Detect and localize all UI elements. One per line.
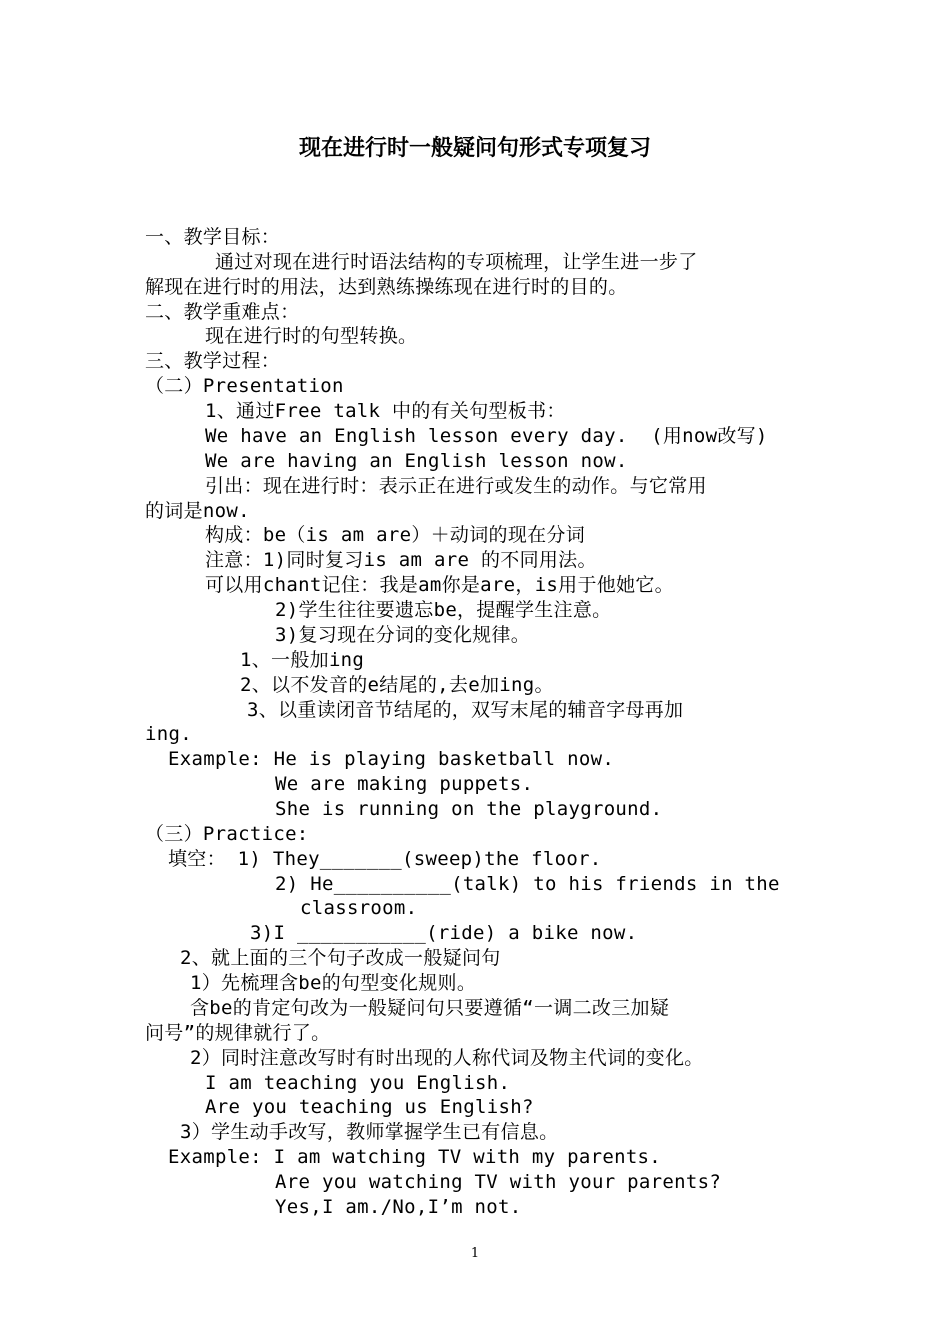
rule-item: 1、一般加ing: [240, 649, 365, 671]
body-line: 通过对现在进行时语法结构的专项梳理，让学生进一步了: [215, 251, 698, 273]
body-line: 2）同时注意改写时有时出现的人称代词及物主代词的变化。: [190, 1047, 704, 1069]
subsection-heading-practice: （三）Practice:: [145, 823, 309, 845]
exercise-line: 填空： 1) They_______(sweep)the floor.: [168, 848, 602, 870]
example-sentence: We are having an English lesson now.: [205, 450, 628, 472]
body-line: 解现在进行时的用法，达到熟练操练现在进行时的目的。: [145, 276, 628, 298]
body-line: 现在进行时的句型转换。: [205, 325, 418, 347]
body-line: 含be的肯定句改为一般疑问句只要遵循“一调二改三加疑: [190, 997, 670, 1019]
example-sentence: She is running on the playground.: [275, 798, 663, 820]
body-line: 3）学生动手改写，教师掌握学生已有信息。: [180, 1121, 559, 1143]
body-line: 可以用chant记住：我是am你是are，is用于他她它。: [205, 574, 674, 596]
example-sentence: Example: I am watching TV with my parents.: [168, 1146, 662, 1168]
example-sentence: Yes,I am./No,I’m not.: [275, 1196, 522, 1218]
body-line: 2、就上面的三个句子改成一般疑问句: [180, 947, 501, 969]
body-line: 1）先梳理含be的句型变化规则。: [190, 972, 477, 994]
body-line: 的词是now.: [145, 500, 250, 522]
body-line: 3)复习现在分词的变化规律。: [275, 624, 531, 646]
rule-item: ing.: [145, 723, 192, 745]
rule-item: 3、以重读闭音节结尾的，双写末尾的辅音字母再加: [247, 699, 684, 721]
example-sentence: Are you teaching us English?: [205, 1096, 534, 1118]
example-sentence: I am teaching you English.: [205, 1072, 511, 1094]
body-line: 2)学生往往要遗忘be，提醒学生注意。: [275, 599, 612, 621]
rule-item: 2、以不发音的e结尾的,去e加ing。: [240, 674, 554, 696]
body-line: 引出：现在进行时：表示正在进行或发生的动作。与它常用: [205, 475, 707, 497]
body-line: 构成：be（is am are）＋动词的现在分词: [205, 524, 586, 546]
page-number: 1: [470, 1246, 480, 1261]
section-heading-process: 三、教学过程：: [145, 350, 281, 372]
example-sentence: Are you watching TV with your parents?: [275, 1171, 722, 1193]
body-line: 问号”的规律就行了。: [145, 1022, 331, 1044]
exercise-line: 3)I ___________(ride) a bike now.: [250, 922, 638, 944]
section-heading-objectives: 一、教学目标：: [145, 226, 281, 248]
page-title: 现在进行时一般疑问句形式专项复习: [298, 136, 651, 161]
body-line: 注意：1)同时复习is am are 的不同用法。: [205, 549, 597, 571]
exercise-line: classroom.: [300, 897, 418, 919]
example-sentence: Example: He is playing basketball now.: [168, 748, 615, 770]
example-sentence: We have an English lesson every day. (用now改写): [205, 425, 768, 447]
section-heading-key-points: 二、教学重难点：: [145, 301, 300, 323]
subsection-heading-presentation: （二）Presentation: [145, 375, 344, 397]
body-line: 1、通过Free talk 中的有关句型板书：: [205, 400, 566, 422]
exercise-line: 2) He__________(talk) to his friends in the: [275, 873, 780, 895]
example-sentence: We are making puppets.: [275, 773, 534, 795]
